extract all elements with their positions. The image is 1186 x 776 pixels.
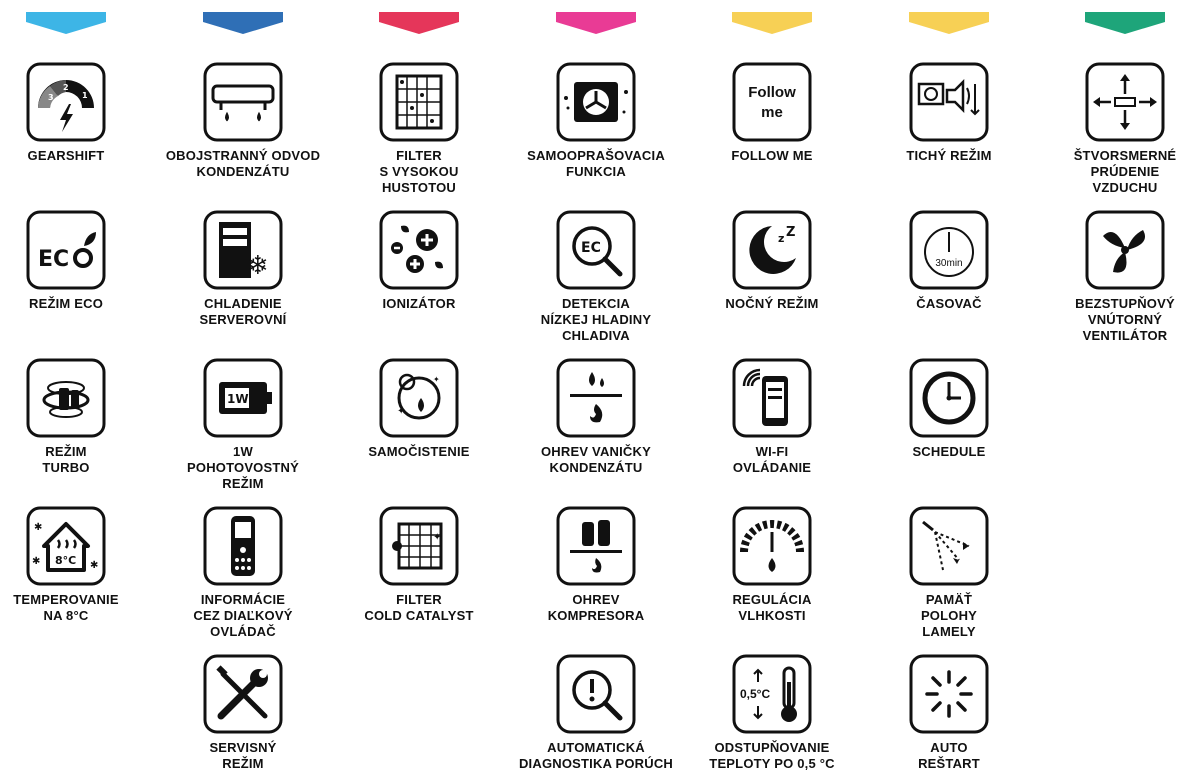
battery-1w-icon — [203, 358, 283, 438]
eco-leaf-icon — [26, 210, 106, 290]
server-cooling-icon — [203, 210, 283, 290]
feature-compressor-heating — [508, 506, 684, 624]
svg-text:✱: ✱ — [32, 556, 41, 567]
feature-self-cleaning — [331, 358, 507, 460]
tools-icon — [203, 654, 283, 734]
compressor-heating-icon — [556, 506, 636, 586]
gearshift-icon — [26, 62, 106, 142]
thermometer-icon-step: 0,5°C — [740, 687, 771, 701]
cold-catalyst-filter-icon — [379, 506, 459, 586]
feature-humidity-control — [684, 506, 860, 624]
svg-text:✱: ✱ — [90, 560, 99, 571]
feature-label: DETEKCIA NÍZKEJ HLADINY CHLADIVA — [540, 296, 652, 343]
feature-label: INFORMÁCIE CEZ DIAĽKOVÝ OVLÁDAČ — [193, 592, 293, 639]
column-4-color-tab — [556, 12, 636, 34]
feature-label: TEMPEROVANIE NA 8°C — [13, 592, 119, 623]
feature-night-mode — [684, 210, 860, 312]
feature-gearshift — [0, 62, 154, 164]
feature-8c-heating — [0, 506, 154, 624]
follow-me-icon — [732, 62, 812, 142]
feature-auto-diagnostics — [508, 654, 684, 772]
feature-label: OHREV KOMPRESORA — [547, 592, 645, 623]
feature-silent-mode — [861, 62, 1037, 164]
svg-text:2: 2 — [63, 83, 69, 92]
feature-timer — [861, 210, 1037, 312]
feature-label: ODSTUPŇOVANIE TEPLOTY PO 0,5 °C — [709, 740, 835, 771]
feature-label: REŽIM TURBO — [42, 444, 90, 475]
feature-label: FOLLOW ME — [731, 148, 813, 163]
svg-text:Z: Z — [786, 225, 796, 240]
feature-column-2 — [155, 0, 331, 776]
feature-label: ŠTVORSMERNÉ PRÚDENIE VZDUCHU — [1073, 148, 1177, 195]
feature-label: CHLADENIE SERVEROVNÍ — [199, 296, 287, 327]
feature-label: SAMOČISTENIE — [368, 444, 470, 459]
svg-text:3: 3 — [48, 93, 54, 102]
feature-label: GEARSHIFT — [27, 148, 105, 163]
turbo-fan-icon — [26, 358, 106, 438]
column-2-color-tab — [203, 12, 283, 34]
feature-column-3 — [331, 0, 507, 776]
dense-filter-icon — [379, 62, 459, 142]
thermometer-icon — [732, 654, 812, 734]
feature-service-mode — [155, 654, 331, 772]
feature-label: WI-FI OVLÁDANIE — [732, 444, 812, 475]
svg-text:EC: EC — [581, 240, 601, 256]
svg-text:z: z — [778, 232, 785, 245]
fan-blades-icon — [1085, 210, 1165, 290]
feature-dual-condensate-drain — [155, 62, 331, 180]
feature-stepless-fan — [1037, 210, 1186, 344]
feature-label: REŽIM ECO — [28, 296, 104, 311]
ec-magnifier-icon — [556, 210, 636, 290]
column-5-color-tab — [732, 12, 812, 34]
remote-control-icon — [203, 506, 283, 586]
feature-column-1 — [0, 0, 154, 776]
follow-me-icon-line-1: Follow — [748, 84, 796, 101]
feature-ionizer — [331, 210, 507, 312]
feature-1w-standby — [155, 358, 331, 492]
feature-label: FILTER S VYSOKOU HUSTOTOU — [379, 148, 459, 195]
feature-cold-catalyst-filter — [331, 506, 507, 624]
feature-column-6 — [861, 0, 1037, 776]
feature-column-5 — [684, 0, 860, 776]
svg-text:❄: ❄ — [247, 251, 269, 281]
feature-drip-tray-heating — [508, 358, 684, 476]
house-8c-icon — [26, 506, 106, 586]
feature-server-cooling — [155, 210, 331, 328]
feature-label: 1W POHOTOVOSTNÝ REŽIM — [187, 444, 299, 491]
feature-label: TICHÝ REŽIM — [906, 148, 992, 163]
svg-text:✦: ✦ — [433, 532, 442, 543]
clock-icon — [909, 358, 989, 438]
feature-label: ČASOVAČ — [916, 296, 982, 311]
condensate-drain-icon — [203, 62, 283, 142]
diagnostics-magnifier-icon — [556, 654, 636, 734]
four-way-airflow-icon — [1085, 62, 1165, 142]
moon-sleep-icon — [732, 210, 812, 290]
svg-text:EC: EC — [38, 247, 70, 272]
svg-text:8°C: 8°C — [55, 554, 77, 567]
self-dusting-icon — [556, 62, 636, 142]
feature-label: SAMOOPRAŠOVACIA FUNKCIA — [527, 148, 665, 179]
feature-low-refrigerant — [508, 210, 684, 344]
svg-text:✱: ✱ — [34, 522, 43, 533]
feature-dense-filter — [331, 62, 507, 196]
louver-memory-icon — [909, 506, 989, 586]
column-6-color-tab — [909, 12, 989, 34]
feature-self-dusting — [508, 62, 684, 180]
feature-label: AUTOMATICKÁ DIAGNOSTIKA PORÚCH — [518, 740, 674, 771]
column-7-color-tab — [1085, 12, 1165, 34]
ionizer-icon — [379, 210, 459, 290]
svg-text:✦: ✦ — [397, 406, 406, 417]
feature-label: PAMÄŤ POLOHY LAMELY — [920, 592, 978, 639]
column-3-color-tab — [379, 12, 459, 34]
silent-mode-icon — [909, 62, 989, 142]
feature-four-way-airflow — [1037, 62, 1186, 196]
feature-turbo-mode — [0, 358, 154, 476]
timer-icon-duration: 30min — [935, 258, 963, 269]
feature-label: OHREV VANIČKY KONDENZÁTU — [541, 444, 651, 475]
feature-auto-restart — [861, 654, 1037, 772]
feature-label: SERVISNÝ REŽIM — [209, 740, 277, 771]
feature-label: SCHEDULE — [912, 444, 986, 459]
feature-wifi-control — [684, 358, 860, 476]
feature-half-degree-steps — [684, 654, 860, 772]
humidity-gauge-icon — [732, 506, 812, 586]
self-clean-icon — [379, 358, 459, 438]
column-1-color-tab — [26, 12, 106, 34]
feature-remote-info — [155, 506, 331, 640]
wifi-phone-icon — [732, 358, 812, 438]
drip-tray-heating-icon — [556, 358, 636, 438]
feature-label: NOČNÝ REŽIM — [725, 296, 819, 311]
follow-me-icon-line-2: me — [761, 104, 783, 121]
feature-label: AUTO REŠTART — [918, 740, 980, 771]
feature-follow-me — [684, 62, 860, 164]
feature-label: REGULÁCIA VLHKOSTI — [732, 592, 812, 623]
feature-column-7 — [1037, 0, 1186, 776]
feature-label: OBOJSTRANNÝ ODVOD KONDENZÁTU — [165, 148, 321, 179]
svg-text:1: 1 — [82, 91, 88, 100]
feature-label: FILTER COLD CATALYST — [364, 592, 474, 623]
feature-label: IONIZÁTOR — [382, 296, 456, 311]
feature-eco-mode — [0, 210, 154, 312]
svg-text:✦: ✦ — [433, 375, 440, 384]
timer-icon — [909, 210, 989, 290]
feature-louver-memory — [861, 506, 1037, 640]
feature-schedule — [861, 358, 1037, 460]
svg-text:1W: 1W — [227, 392, 249, 406]
auto-restart-icon — [909, 654, 989, 734]
feature-column-4 — [508, 0, 684, 776]
feature-label: BEZSTUPŇOVÝ VNÚTORNÝ VENTILÁTOR — [1075, 296, 1175, 343]
